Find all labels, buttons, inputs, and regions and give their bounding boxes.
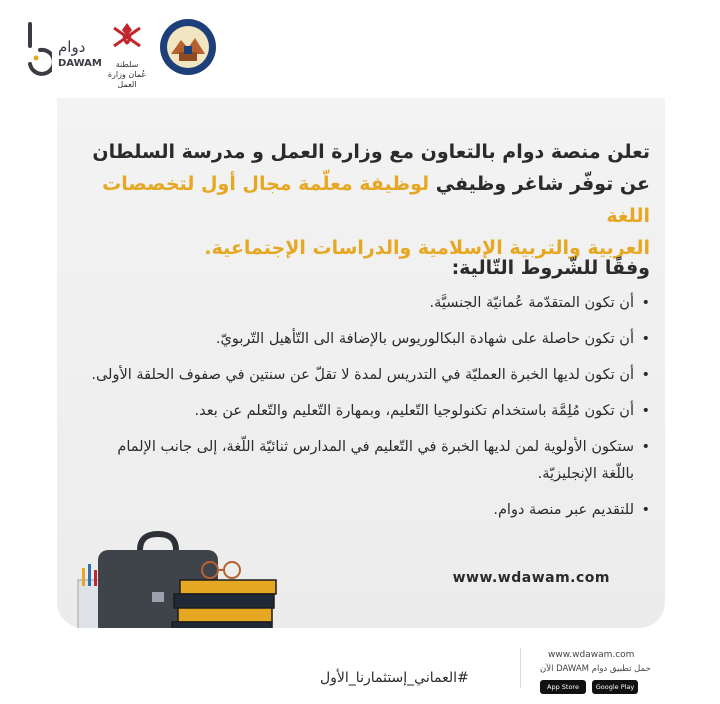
apply-link[interactable]: www.wdawam.com bbox=[452, 570, 610, 586]
app-download-text: حمل تطبيق دوام DAWAM الآن bbox=[540, 664, 651, 674]
job-title-highlight-2: العربية والتربية الإسلامية والدراسات الإجتماعية. bbox=[204, 237, 650, 259]
announcement-text bbox=[90, 136, 650, 264]
condition-item: • للتقديم عبر منصة دوام. bbox=[90, 497, 650, 524]
announcement-line-1: تعلن منصة دوام بالتعاون مع وزارة العمل و مدرسة السلطان bbox=[92, 141, 650, 163]
google-play-badge[interactable]: Google Play bbox=[592, 680, 638, 694]
dawam-mark-icon bbox=[22, 20, 52, 76]
condition-item: • ستكون الأولوية لمن لديها الخبرة في التّعليم في المدارس ثنائيّة اللّغة، إلى جانب الإلمام باللّغة الإنجليزيّة. bbox=[90, 434, 650, 488]
job-title-highlight: لوظيفة معلّمة مجال أول لتخصصات اللغة bbox=[102, 173, 650, 227]
school-supplies-illustration bbox=[70, 520, 290, 640]
app-store-badge[interactable]: App Store bbox=[540, 680, 586, 694]
ministry-of-labour-logo bbox=[106, 20, 148, 89]
dawam-en: DAWAM bbox=[58, 58, 102, 69]
khanjar-emblem-icon bbox=[106, 20, 148, 54]
condition-item: • أن تكون حاصلة على شهادة البكالوريوس بالإضافة الى التّأهيل التّربويّ. bbox=[90, 326, 650, 353]
sultans-school-logo bbox=[159, 18, 217, 76]
conditions-list bbox=[90, 290, 650, 533]
footer-url[interactable]: www.wdawam.com bbox=[548, 650, 635, 660]
campaign-hashtag: #العماني_إستثمارنا_الأول bbox=[320, 670, 469, 686]
conditions-heading: وفقًا للشّروط التّالية: bbox=[451, 257, 650, 279]
ministry-name: سلطنة عُمان وزارة العمل bbox=[107, 60, 147, 89]
condition-item: • أن تكون لديها الخبرة العمليّة في التدريس لمدة لا تقلّ عن سنتين في صفوف الحلقة الأولى. bbox=[90, 362, 650, 389]
footer-divider bbox=[520, 648, 521, 688]
announcement-line-2: عن توفّر شاغر وظيفي bbox=[429, 173, 650, 195]
condition-item: • أن تكون مُلِمَّة باستخدام تكنولوجيا التّعليم، وبمهارة التّعليم والتّعلم عن بعد. bbox=[90, 398, 650, 425]
condition-item: • أن تكون المتقدّمة عُمانيّة الجنسيَّة. bbox=[90, 290, 650, 317]
dawam-logo bbox=[22, 18, 102, 80]
dawam-ar: دوام bbox=[58, 38, 86, 56]
